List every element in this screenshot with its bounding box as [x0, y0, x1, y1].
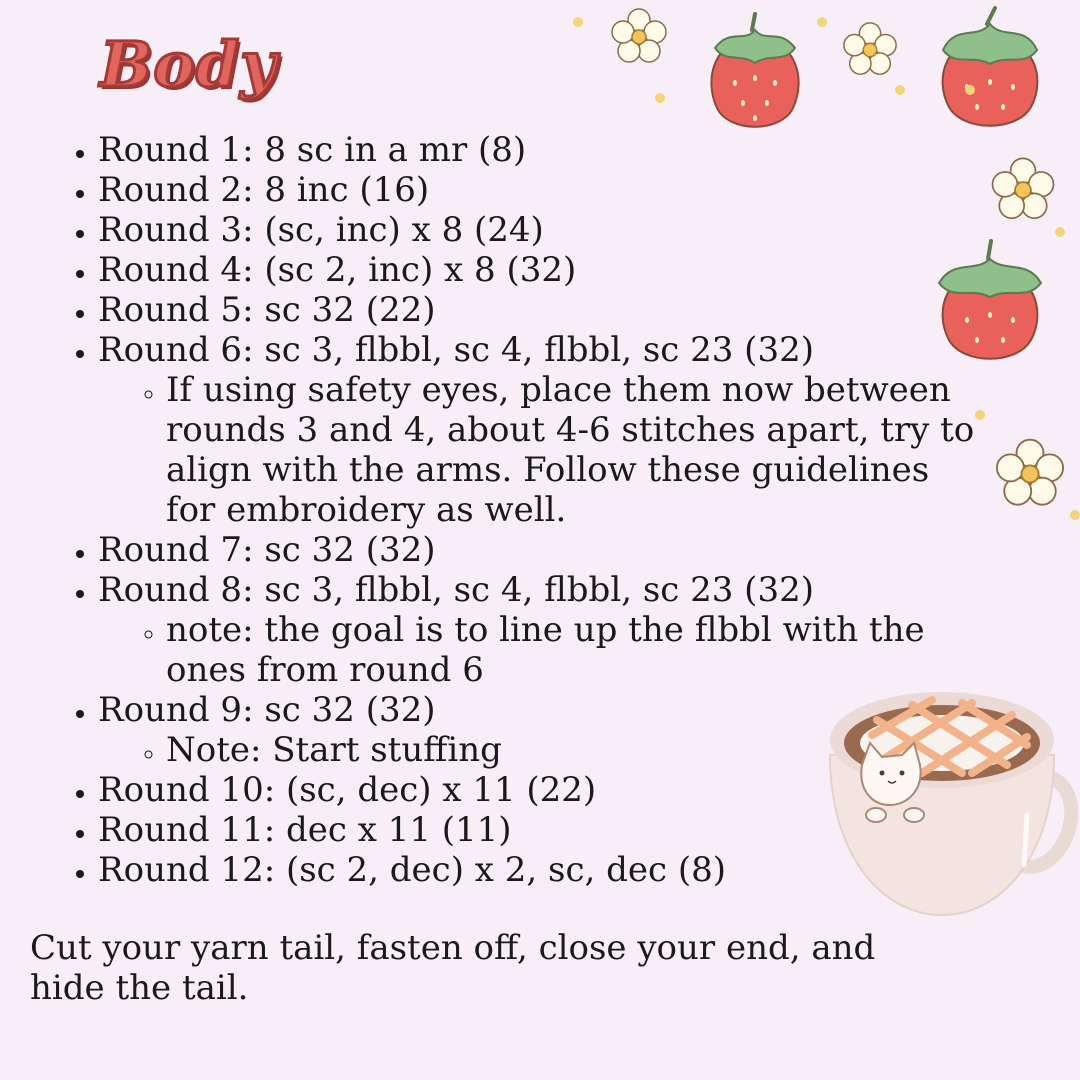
- round-text: Round 5: sc 32 (22): [98, 290, 436, 330]
- round-text: Round 6: sc 3, flbbl, sc 4, flbbl, sc 23 (32): [98, 330, 814, 370]
- round-text: Round 11: dec x 11 (11): [98, 810, 512, 850]
- round-text: Round 9: sc 32 (32): [98, 690, 436, 730]
- round-text: Round 3: (sc, inc) x 8 (24): [98, 210, 544, 250]
- round-note: ◦ Note: Start stuffing: [166, 730, 978, 770]
- page-title: Body: [100, 28, 278, 101]
- round-note: ◦ If using safety eyes, place them now between rounds 3 and 4, about 4-6 stitches apart, try to align with the arms. Follow these guidelines for embroidery as well.: [166, 370, 978, 530]
- round-text: Round 8: sc 3, flbbl, sc 4, flbbl, sc 23 (32): [98, 570, 814, 610]
- round-text: Round 4: (sc 2, inc) x 8 (32): [98, 250, 577, 290]
- round-text: Round 2: 8 inc (16): [98, 170, 430, 210]
- coffee-cup-cat-icon: [822, 665, 1080, 920]
- round-text: Round 12: (sc 2, dec) x 2, sc, dec (8): [98, 850, 727, 890]
- round-note: ◦ note: the goal is to line up the flbbl with the ones from round 6: [166, 610, 978, 690]
- closing-instructions: Cut your yarn tail, fasten off, close your end, and hide the tail.: [30, 928, 876, 1008]
- round-text: Round 7: sc 32 (32): [98, 530, 436, 570]
- dot-decoration: [560, 0, 1080, 540]
- round-text: Round 10: (sc, dec) x 11 (22): [98, 770, 597, 810]
- round-text: Round 1: 8 sc in a mr (8): [98, 130, 527, 170]
